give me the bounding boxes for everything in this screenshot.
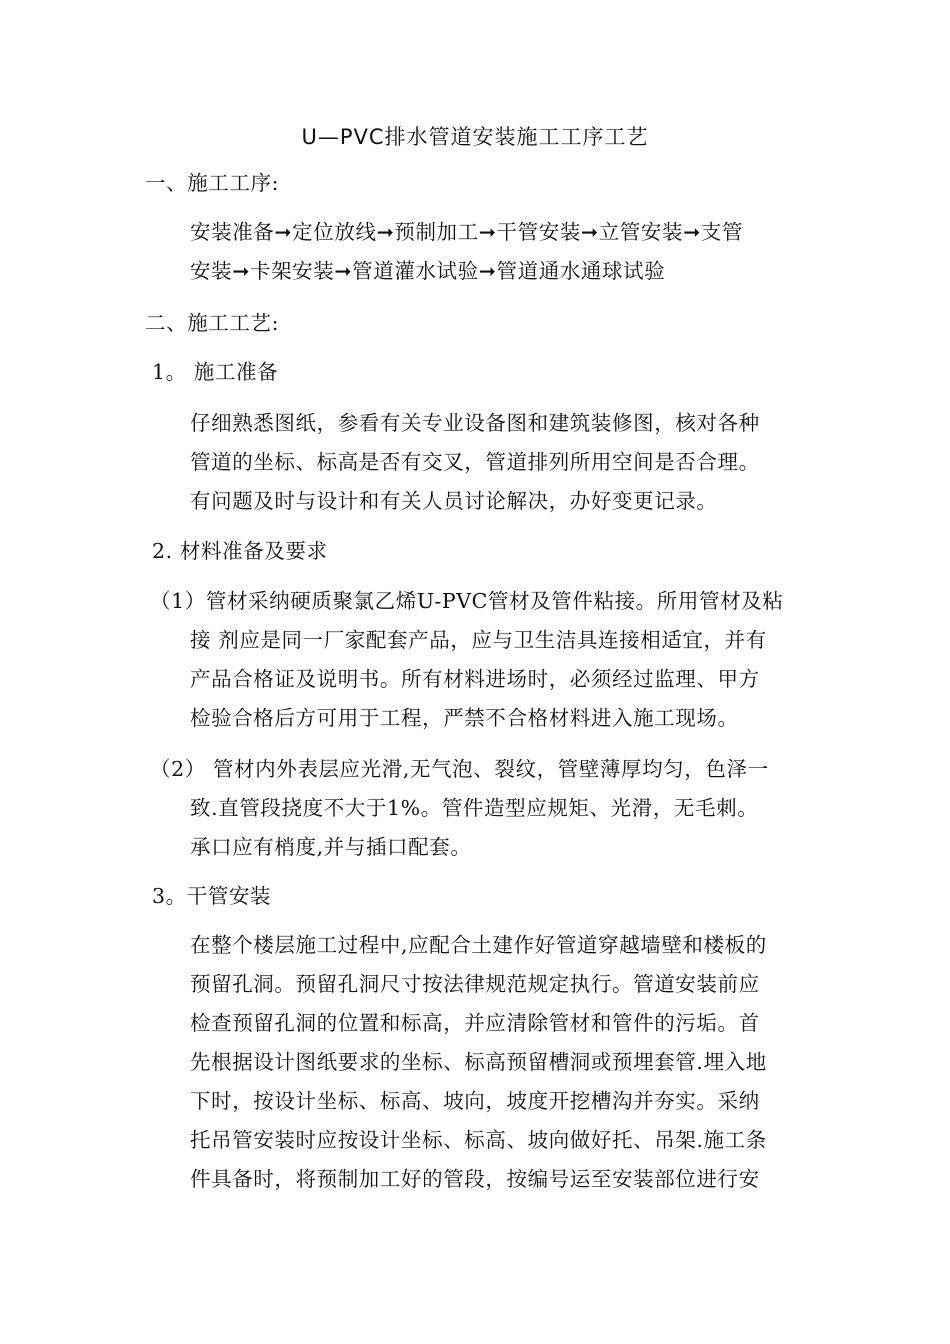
item-3-line-2: 预留孔洞。预留孔洞尺寸按法律规范规定执行。管道安装前应 [190,972,760,996]
item-3-heading: 3。干管安装 [152,884,272,908]
item-1-heading: 1。 施工准备 [152,360,279,384]
item-1-line-2: 管道的坐标、标高是否有交叉，管道排列所用空间是否合理。 [190,450,760,474]
section-2-heading: 二、施工工艺: [145,311,280,335]
item-3-line-7: 件具备时，将预制加工好的管段，按编号运至安装部位进行安 [190,1167,760,1191]
item-3-line-4: 先根据设计图纸要求的坐标、标高预留槽洞或预埋套管.埋入地 [190,1050,767,1074]
item-2-sub-2-line-1: （2） 管材内外表层应光滑,无气泡、裂纹，管壁薄厚均匀，色泽一 [150,757,769,781]
item-1-line-1: 仔细熟悉图纸，参看有关专业设备图和建筑装修图，核对各种 [190,411,760,435]
section-1-heading: 一、施工工序: [145,171,280,195]
document-title: U—PVC排水管道安装施工工序工艺 [301,125,649,149]
item-3-line-6: 托吊管安装时应按设计坐标、标高、坡向做好托、吊架.施工条 [190,1128,767,1152]
item-2-sub-1-line-2: 接 剂应是同一厂家配套产品，应与卫生洁具连接相适宜，并有 [190,628,767,652]
item-3-line-5: 下时，按设计坐标、标高、坡向，坡度开挖槽沟并夯实。采纳 [190,1089,760,1113]
item-3-line-1: 在整个楼层施工过程中,应配合土建作好管道穿越墙壁和楼板的 [190,933,767,957]
item-2-sub-1-line-4: 检验合格后方可用于工程，严禁不合格材料进入施工现场。 [190,706,739,730]
item-2-sub-1-line-3: 产品合格证及说明书。所有材料进场时，必须经过监理、甲方 [190,667,760,691]
section-1-line-2: 安装➞卡架安装➞管道灌水试验➞管道通水通球试验 [190,259,666,283]
item-2-sub-2-line-2: 致.直管段挠度不大于1%。管件造型应规矩、光滑，无毛刺。 [190,796,759,820]
section-1-line-1: 安装准备➞定位放线➞预制加工➞干管安装➞立管安装➞支管 [190,220,744,244]
item-3-line-3: 检查预留孔洞的位置和标高，并应清除管材和管件的污垢。首 [190,1011,760,1035]
item-2-sub-1-line-1: （1）管材采纳硬质聚氯乙烯U-PVC管材及管件粘接。所用管材及粘 [150,589,784,613]
item-2-heading: 2. 材料准备及要求 [152,539,328,563]
item-2-sub-2-line-3: 承口应有梢度,并与插口配套。 [190,835,472,859]
item-1-line-3: 有问题及时与设计和有关人员讨论解决，办好变更记录。 [190,489,718,513]
